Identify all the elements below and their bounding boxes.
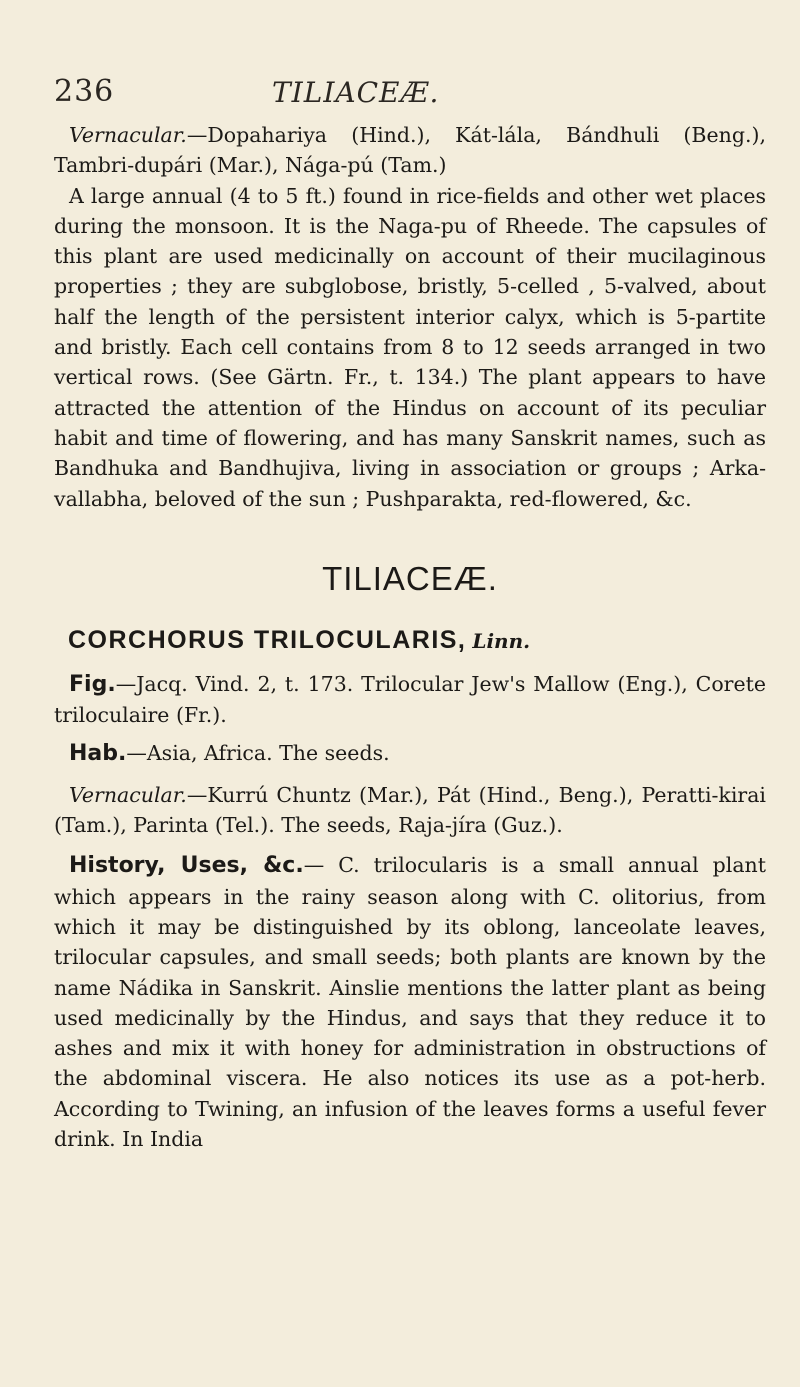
fig-text: —Jacq. Vind. 2, t. 173. Trilocular Jew's Mallow (Eng.), Corete triloculaire (Fr.). [54,671,766,728]
hab-paragraph [54,738,766,769]
vernacular-paragraph [54,120,766,181]
vernacular-entry-label: Vernacular. [69,782,187,807]
running-head [54,70,766,120]
vernacular-entry-text: —Kurrú Chuntz (Mar.), Pát (Hind., Beng.), Peratti-kirai (Tam.), Parinta (Tel.). The seeds, Raja-jíra (Guz.). [54,782,766,838]
history-text: — C. trilocularis is a small annual plant which appears in the rainy season along with C. olitorius, from which it may be distinguished by its oblong, lanceolate leaves, trilocular capsules, and small seeds; both plants are known by the name Nádika in Sanskrit. Ainslie mentions the latter plant as being used medicinally by the Hindus, and says that they reduce it to ashes and mix it with honey for administration in obstructions of the abdominal viscera. He also notices its use as a pot-herb. According to Twining, an infusion of the leaves forms a useful fever drink. In India [54,853,766,1152]
fig-label: Fig. [69,671,116,697]
description-paragraph: A large annual (4 to 5 ft.) found in rice-fields and other wet places during the monsoon. It is the Naga-pu of Rheede. The capsules of this plant are used medicinally on account of their mucilaginous properties ; they are subglobose, bristly, 5-celled , 5-valved, about half the length of the persistent interior calyx, which is 5-partite and bristly. Each cell contains from 8 to 12 seeds arranged in two vertical rows. (See Gärtn. Fr., t. 134.) The plant appears to have attracted the attention of the Hindus on account of its peculiar habit and time of flowering, and has many Sanskrit names, such as Bandhuka and Bandhujiva, living in association or groups ; Arka-vallabha, beloved of the sun ; Pushparakta, red-flowered, &c. [54,183,766,511]
vernacular-entry-paragraph [54,780,766,841]
hab-label: Hab. [69,741,127,767]
running-title: TILIACEÆ. [272,76,440,109]
vernacular-names: —Dopahariya (Hind.), Kát-lála, Bándhuli (Beng.), Tambri-dupári (Mar.), Nága-pú (Tam.) [54,123,766,178]
vernacular-label: Vernacular. [69,123,187,147]
species-heading [68,626,766,655]
page-number: 236 [54,74,115,109]
history-label: History, Uses, &c. [69,853,304,879]
family-heading: TILIACEÆ. [322,559,498,597]
fig-paragraph [54,669,766,731]
species-name: CORCHORUS TRILOCULARIS, [68,625,467,654]
history-paragraph [54,850,766,1154]
book-page [54,70,766,1154]
hab-text: —Asia, Africa. The seeds. [126,741,390,766]
species-authority: Linn. [472,628,531,653]
